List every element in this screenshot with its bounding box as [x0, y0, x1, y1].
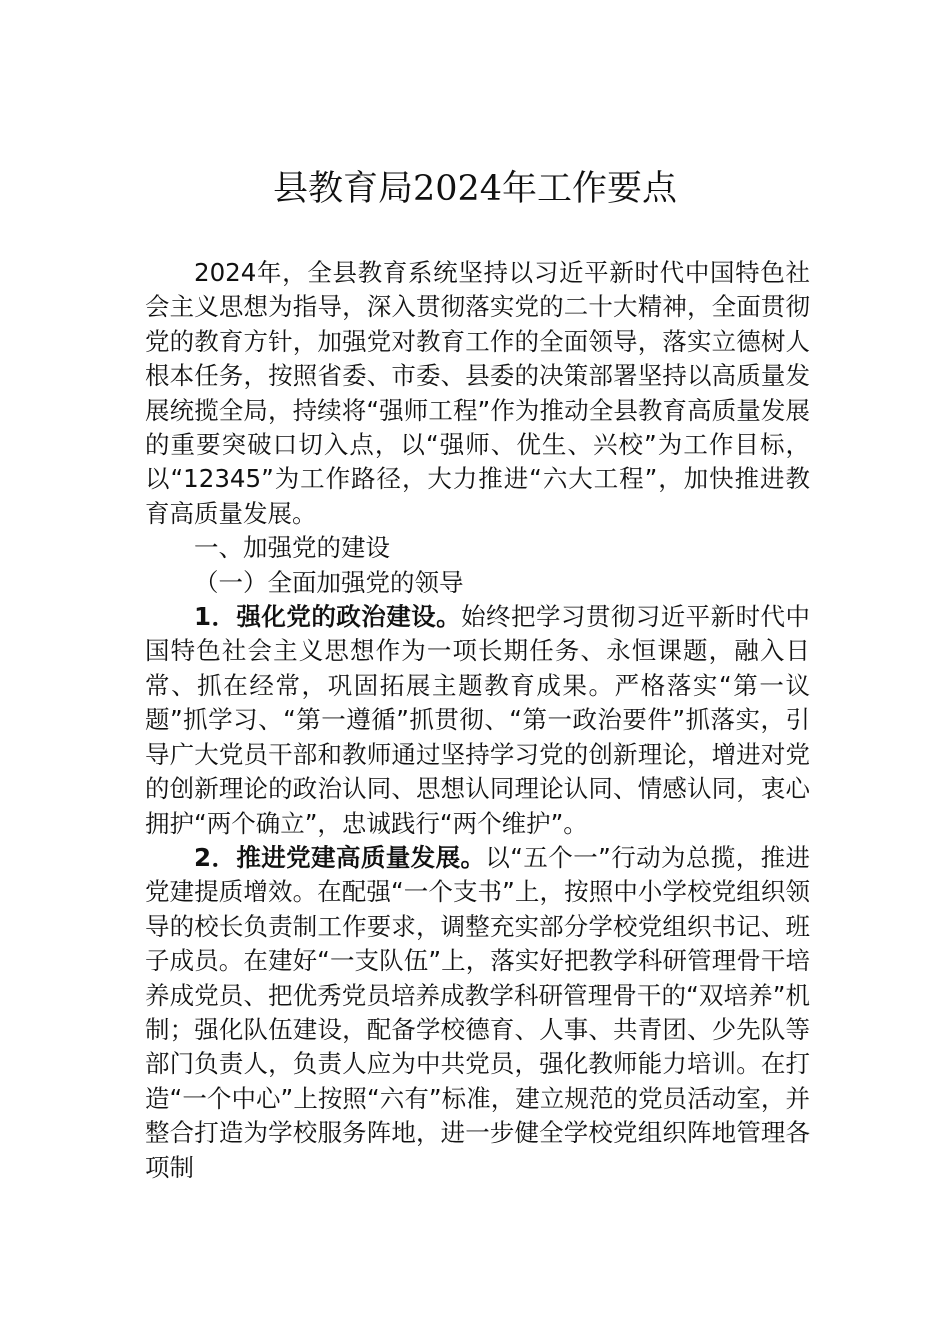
item-1-lead: 1．强化党的政治建设。	[194, 602, 462, 632]
item-2-text: 以“五个一”行动为总揽，推进党建提质增效。在配强“一个支书”上，按照中小学校党组织领导的校长负责制工作要求，调整充实部分学校党组织书记、班子成员。在建好“一支队伍”上，落实好把教学科研管理骨干培养成党员、把优秀党员培养成教学科研管理骨干的“双培养”机制；强化队伍建设，配备学校德育、人事、共青团、少先队等部门负责人，负责人应为中共党员，强化教师能力培训。在打造“一个中心”上按照“六有”标准，建立规范的党员活动室，并整合打造为学校服务阵地，进一步健全学校党组织阵地管理各项制	[145, 842, 811, 1182]
subsection-heading: （一）全面加强党的领导	[194, 567, 464, 597]
intro-paragraph: 2024年，全县教育系统坚持以习近平新时代中国特色社会主义思想为指导，深入贯彻落实党的二十大精神，全面贯彻党的教育方针，加强党对教育工作的全面领导，落实立德树人根本任务，按照省委、市委、县委的决策部署坚持以高质量发展统揽全局，持续将“强师工程”作为推动全县教育高质量发展的重要突破口切入点，以“强师、优生、兴校”为工作目标，以“12345”为工作路径，大力推进“六大工程”，加快推进教育高质量发展。	[145, 258, 810, 528]
section-heading: 一、加强党的建设	[194, 533, 390, 563]
item-1-text: 始终把学习贯彻习近平新时代中国特色社会主义思想作为一项长期任务、永恒课题，融入日常、抓在经常，巩固拓展主题教育成果。严格落实“第一议题”抓学习、“第一遵循”抓贯彻、“第一政治要件”抓落实，引导广大党员干部和教师通过坚持学习党的创新理论，增进对党的创新理论的政治认同、思想认同理论认同、情感认同，衷心拥护“两个确立”，忠诚践行“两个维护”。	[145, 602, 811, 838]
item-paragraph-1	[145, 600, 810, 841]
document-body	[145, 256, 810, 1185]
document-title: 县教育局2024年工作要点	[272, 169, 678, 209]
item-2-lead: 2．推进党建高质量发展。	[194, 842, 486, 872]
item-paragraph-2	[145, 841, 810, 1185]
